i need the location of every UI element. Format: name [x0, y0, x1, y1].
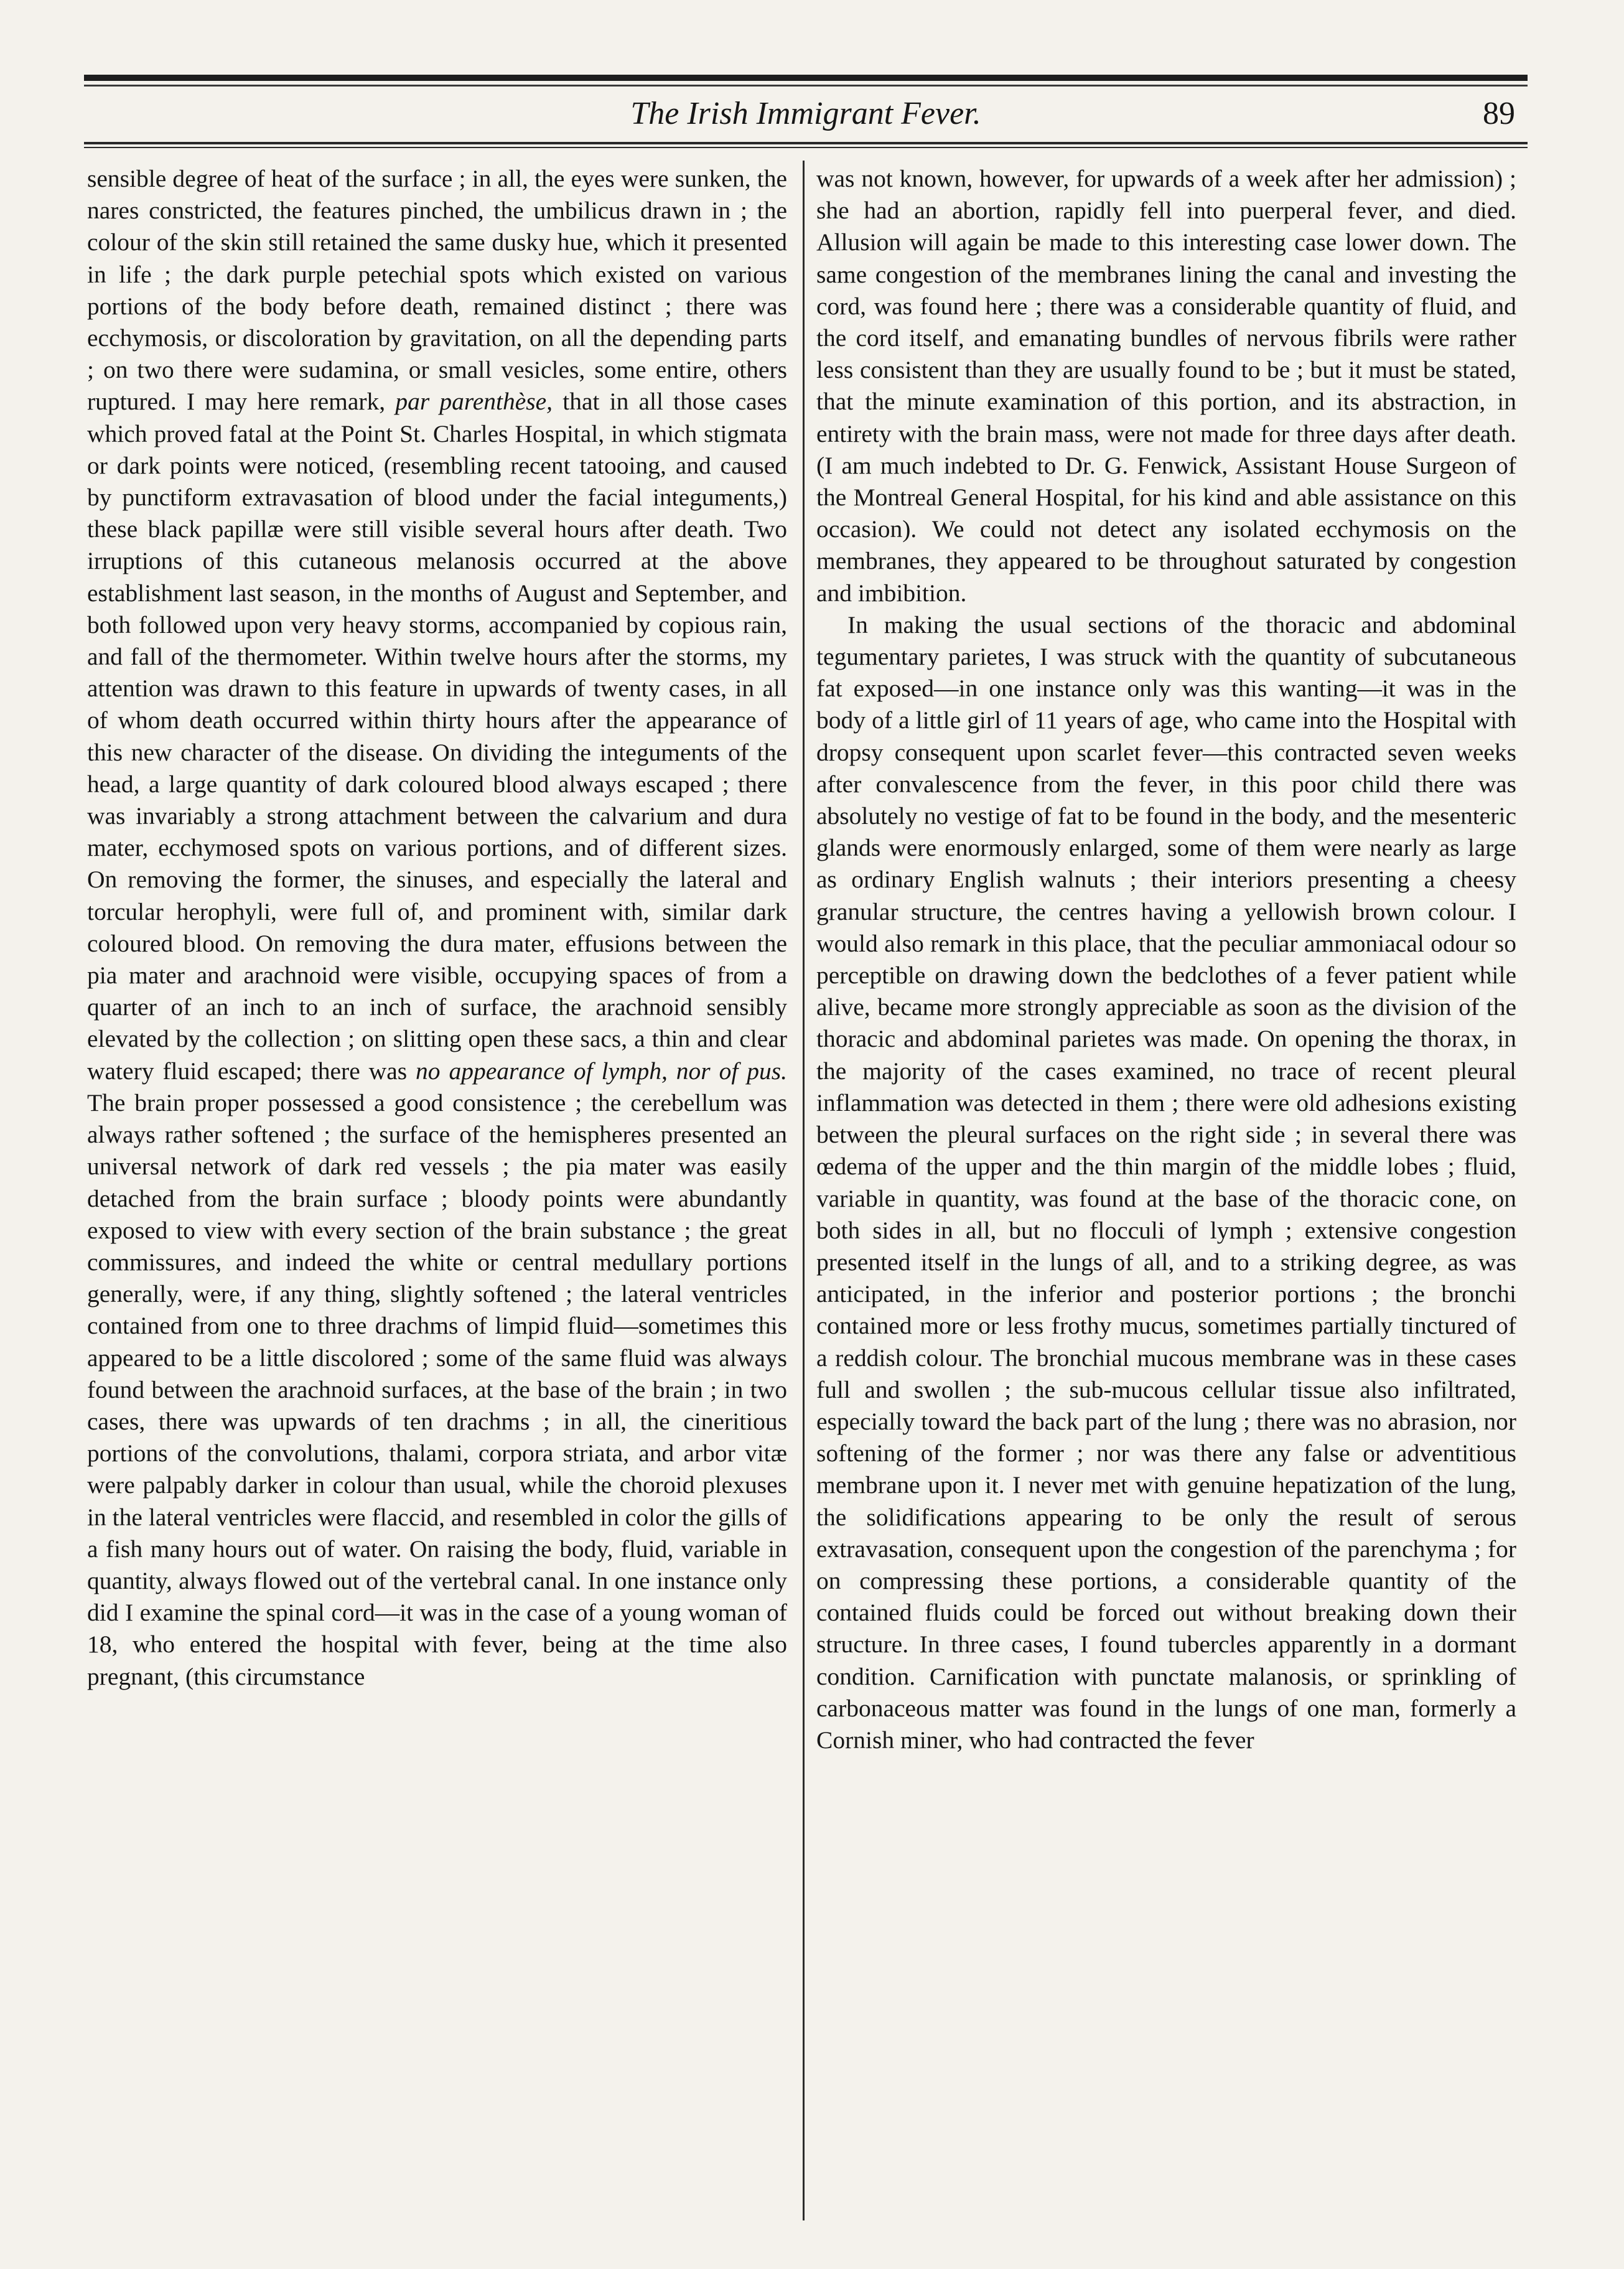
left-text-c: The brain proper possessed a good consistence ; the cerebellum was always rather softened ; the surface of the hemispheres presented an universal network of dark red vessels ; the pia mater was easily detached from the brain surface ; bloody points were abundantly exposed to view with every section of the brain substance ; the great commissures, and indeed the white or central medullary portions generally, were, if any thing, slightly softened ; the lateral ventricles contained from one to three drachms of limpid fluid—sometimes this appeared to be a little discolored ; some of the same fluid was always found between the arachnoid surfaces, at the base of the brain ; in two cases, there was upwards of ten drachms ; in all, the cineritious portions of the convolutions, thalami, corpora striata, and arbor vitæ were palpably darker in colour than usual, while the choroid plexuses in the lateral ventricles were flaccid, and resembled in color the gills of a fish many hours out of water. On raising the body, fluid, variable in quantity, always flowed out of the vertebral canal. In one instance only did I examine the spinal cord—it was in the case of a young woman of 18, who entered the hospital with fever, being at the time also pregnant, (this circumstance: [87, 1088, 787, 1690]
left-paragraph: [87, 163, 787, 1693]
running-head: [84, 93, 1528, 137]
page-number: 89: [1483, 96, 1515, 131]
top-border-rule-thin: [84, 85, 1528, 87]
left-italic-phrase-2: no appearance of lymph, nor of pus.: [416, 1057, 787, 1085]
left-column: [87, 163, 787, 2223]
header-rule-thin: [84, 147, 1528, 148]
running-title: The Irish Immigrant Fever.: [630, 96, 981, 131]
right-paragraph-2: In making the usual sections of the thoracic and abdominal tegumentary parietes, I was struck with the quantity of subcutaneous fat exposed—in one instance only was this wanting—it was in the body of a little girl of 11 years of age, who came into the Hospital with dropsy consequent upon scarlet fever—this contracted seven weeks after convalescence from the fever, in this poor child there was absolutely no vestige of fat to be found in the body, and the mesenteric glands were enormously enlarged, some of them were nearly as large as ordinary English walnuts ; their interiors presenting a cheesy granular structure, the centres having a yellowish brown colour. I would also remark in this place, that the peculiar ammoniacal odour so perceptible on drawing down the bedclothes of a fever patient while alive, became more strongly appreciable as soon as the division of the thoracic and abdominal parietes was made. On opening the thorax, in the majority of the cases examined, no trace of recent pleural inflammation was detected in them ; there were old adhesions existing between the pleural surfaces on the right side ; in several there was œdema of the upper and the thin margin of the middle lobes ; fluid, variable in quantity, was found at the base of the thoracic cone, on both sides in all, but no flocculi of lymph ; extensive congestion presented itself in the lungs of all, and to a striking degree, as was anticipated, in the inferior and posterior portions ; the bronchi contained more or less frothy mucus, sometimes partially tinctured of a reddish colour. The bronchial mucous membrane was in these cases full and swollen ; the sub-mucous cellular tissue also infiltrated, especially toward the back part of the lung ; there was no abrasion, nor softening of the former ; nor was there any false or adventitious membrane upon it. I never met with genuine hepatization of the lung, the solidifications appearing to be only the result of serous extravasation, consequent upon the congestion of the parenchyma ; for on compressing these portions, a considerable quantity of the contained fluids could be forced out without breaking down their structure. In three cases, I found tubercles apparently in a dormant condition. Carnification with punctate malanosis, or sprinkling of carbonaceous matter was found in the lungs of one man, formerly a Cornish miner, who had contracted the fever: [816, 611, 1516, 1754]
right-paragraph-1: was not known, however, for upwards of a week after her admission) ; she had an abortion, rapidly fell into puerperal fever, and died. Allusion will again be made to this interesting case lower down. The same congestion of the membranes lining the canal and investing the cord, was found here ; there was a considerable quantity of fluid, and the cord itself, and emanating bundles of nervous fibrils were rather less consistent than they are usually found to be ; but it must be stated, that the minute examination of this portion, and its abstraction, in entirety with the brain mass, were not made for three days after death. (I am much indebted to Dr. G. Fenwick, Assistant House Surgeon of the Montreal General Hospital, for his kind and able assistance on this occasion). We could not detect any isolated ecchymosis on the membranes, they appeared to be throughout saturated by congestion and imbibition.: [816, 165, 1516, 607]
top-border-rule: [84, 75, 1528, 81]
right-column: [816, 163, 1516, 2223]
left-text-b: that in all those cases which proved fatal at the Point St. Charles Hospital, in which stigmata or dark points were noticed, (resembling recent tatooing, and caused by punctiform extravasation of blood under the facial integuments,) these black papillæ were still visible several hours after death. Two irruptions of this cutaneous melanosis occurred at the above establishment last season, in the months of August and September, and both followed upon very heavy storms, accompanied by copious rain, and fall of the thermometer. Within twelve hours after the storms, my attention was drawn to this feature in upwards of twenty cases, in all of whom death occurred within thirty hours after the appearance of this new character of the disease. On dividing the integuments of the head, a large quantity of dark coloured blood always escaped ; there was invariably a strong attachment between the calvarium and dura mater, ecchymosed spots on various portions, and of different sizes. On removing the former, the sinuses, and especially the lateral and torcular herophyli, were full of, and prominent with, similar dark coloured blood. On removing the dura mater, effusions between the pia mater and arachnoid were visible, occupying spaces of from a quarter of an inch to an inch of surface, the arachnoid sensibly elevated by the collection ; on slitting open these sacs, a thin and clear watery fluid escaped; there was: [87, 388, 787, 1085]
left-italic-phrase: par parenthèse,: [395, 388, 553, 416]
column-divider: [803, 161, 805, 2220]
left-text-a: sensible degree of heat of the surface ; in all, the eyes were sunken, the nares constricted, the features pinched, the umbilicus drawn in ; the colour of the skin still retained the same dusky hue, which it presented in life ; the dark purple petechial spots which existed on various portions of the body before death, remained distinct ; there was ecchymosis, or discoloration by gravitation, on all the depending parts ; on two there were sudamina, or small vesicles, some entire, others ruptured. I may here remark,: [87, 165, 787, 416]
header-rule: [84, 142, 1528, 144]
